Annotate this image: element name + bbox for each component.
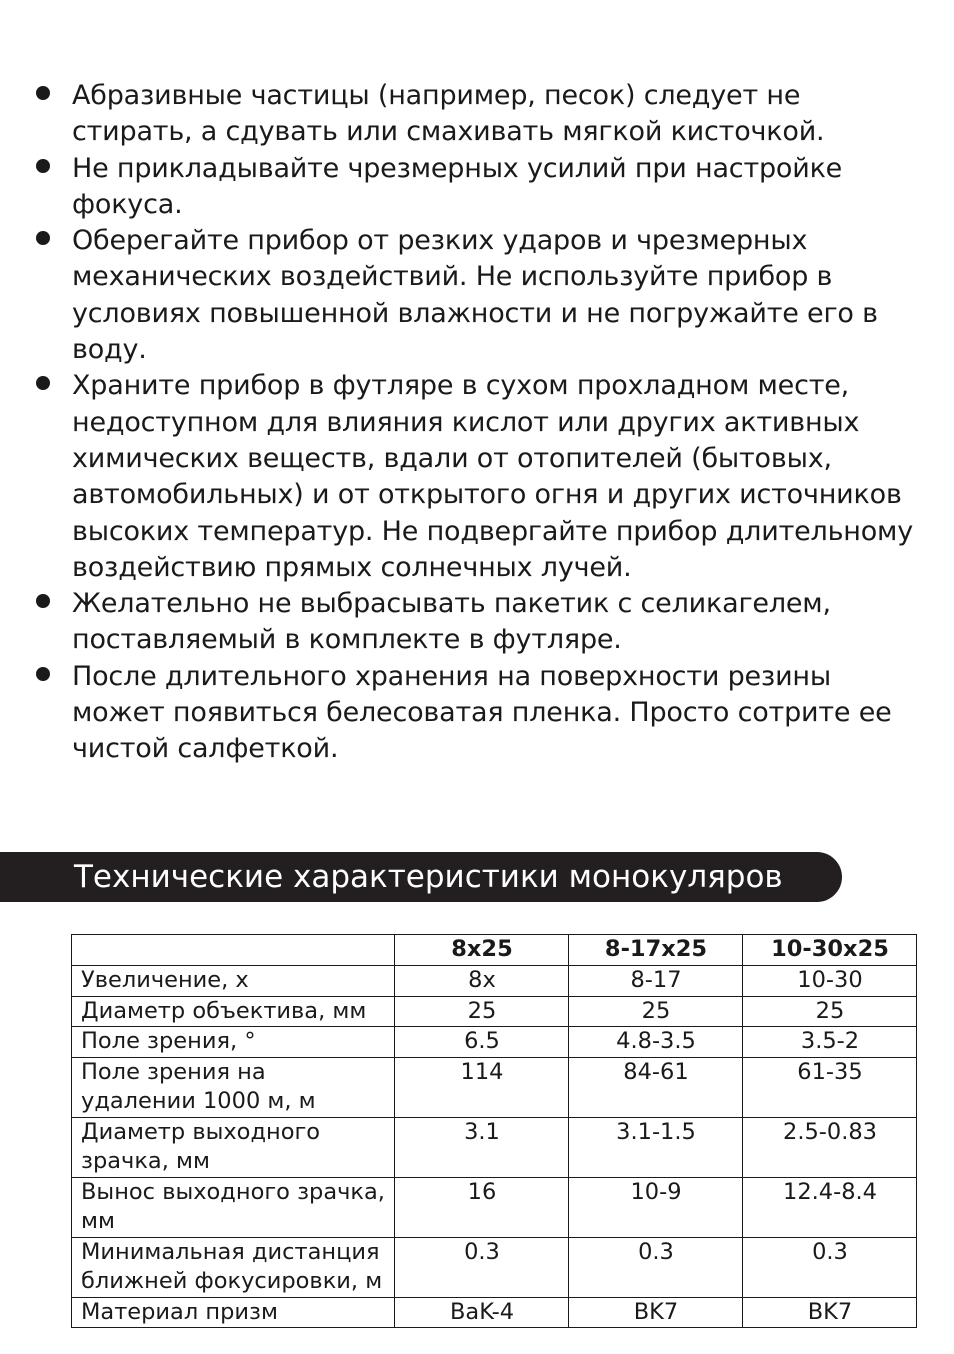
table-row: [72, 966, 917, 997]
table-row: [72, 1237, 917, 1297]
bullet-icon: [36, 667, 50, 681]
table-header-row: [72, 935, 917, 966]
table-header-cell: 8x25: [395, 935, 569, 966]
table-cell: 61-35: [743, 1057, 917, 1117]
table-cell: 10-30: [743, 966, 917, 997]
list-item-text: Не прикладывайте чрезмерных усилий при настройке фокуса.: [72, 152, 843, 220]
table-row: [72, 1057, 917, 1117]
bullet-icon: [36, 86, 50, 100]
table-cell-param: Увеличение, x: [72, 966, 395, 997]
specifications-table: [71, 934, 917, 1328]
table-row: [72, 1117, 917, 1177]
table-header-cell: 8-17x25: [569, 935, 743, 966]
table-row: [72, 1297, 917, 1328]
table-cell: 25: [395, 996, 569, 1027]
list-item-text: Храните прибор в футляре в сухом прохладном месте, недоступном для влияния кислот или других активных химических веществ, вдали от отопителей (бытовых, автомобильных) и от открытого огня и других источников высоких температур. Не подвергайте прибор длительному воздействию прямых солнечных лучей.: [72, 370, 914, 583]
list-item: [34, 78, 924, 151]
section-title: Технические характеристики монокуляров: [74, 859, 783, 895]
table-cell: 12.4-8.4: [743, 1177, 917, 1237]
table-cell: 0.3: [395, 1237, 569, 1297]
table-cell: 6.5: [395, 1027, 569, 1058]
bullet-icon: [36, 376, 50, 390]
table-cell: BK7: [743, 1297, 917, 1328]
table-cell: 10-9: [569, 1177, 743, 1237]
list-item-text: Абразивные частицы (например, песок) следует не стирать, а сдувать или смахивать мягкой кисточкой.: [72, 80, 825, 148]
list-item-text: Оберегайте прибор от резких ударов и чрезмерных механических воздействий. Не используйте прибор в условиях повышенной влажности и не погружайте его в воду.: [72, 225, 878, 366]
table-cell: BaK-4: [395, 1297, 569, 1328]
table-cell: 8-17: [569, 966, 743, 997]
list-item: [34, 151, 924, 224]
table-header-cell: [72, 935, 395, 966]
table-cell: 4.8-3.5: [569, 1027, 743, 1058]
table-cell: 16: [395, 1177, 569, 1237]
list-item: [34, 659, 924, 768]
table-cell: 8x: [395, 966, 569, 997]
bullet-icon: [36, 159, 50, 173]
table-row: [72, 1027, 917, 1058]
table-cell: 3.5-2: [743, 1027, 917, 1058]
bullet-icon: [36, 594, 50, 608]
table-header-cell: 10-30x25: [743, 935, 917, 966]
list-item-text: Желательно не выбрасывать пакетик с селикагелем, поставляемый в комплекте в футляре.: [72, 588, 831, 656]
table-cell: 25: [569, 996, 743, 1027]
table-cell-param: Вынос выходного зрачка, мм: [72, 1177, 395, 1237]
table-cell: 0.3: [569, 1237, 743, 1297]
list-item: [34, 223, 924, 368]
table-cell-param: Минимальная дистанция ближней фокусировки, м: [72, 1237, 395, 1297]
table-cell: 0.3: [743, 1237, 917, 1297]
table-cell-param: Поле зрения, °: [72, 1027, 395, 1058]
table-cell: BK7: [569, 1297, 743, 1328]
table-cell: 3.1-1.5: [569, 1117, 743, 1177]
list-item: [34, 586, 924, 659]
table-cell-param: Диаметр объектива, мм: [72, 996, 395, 1027]
table-cell-param: Поле зрения на удалении 1000 м, м: [72, 1057, 395, 1117]
table-cell: 2.5-0.83: [743, 1117, 917, 1177]
table-cell: 114: [395, 1057, 569, 1117]
care-instructions-list: [34, 78, 924, 768]
section-header-banner: [0, 852, 842, 902]
table-row: [72, 996, 917, 1027]
table-row: [72, 1177, 917, 1237]
table-cell: 25: [743, 996, 917, 1027]
table-cell: 84-61: [569, 1057, 743, 1117]
bullet-icon: [36, 231, 50, 245]
list-item: [34, 368, 924, 586]
table-cell: 3.1: [395, 1117, 569, 1177]
table-cell-param: Материал призм: [72, 1297, 395, 1328]
table-cell-param: Диаметр выходного зрачка, мм: [72, 1117, 395, 1177]
list-item-text: После длительного хранения на поверхности резины может появиться белесоватая пленка. Просто сотрите ее чистой салфеткой.: [72, 660, 892, 765]
